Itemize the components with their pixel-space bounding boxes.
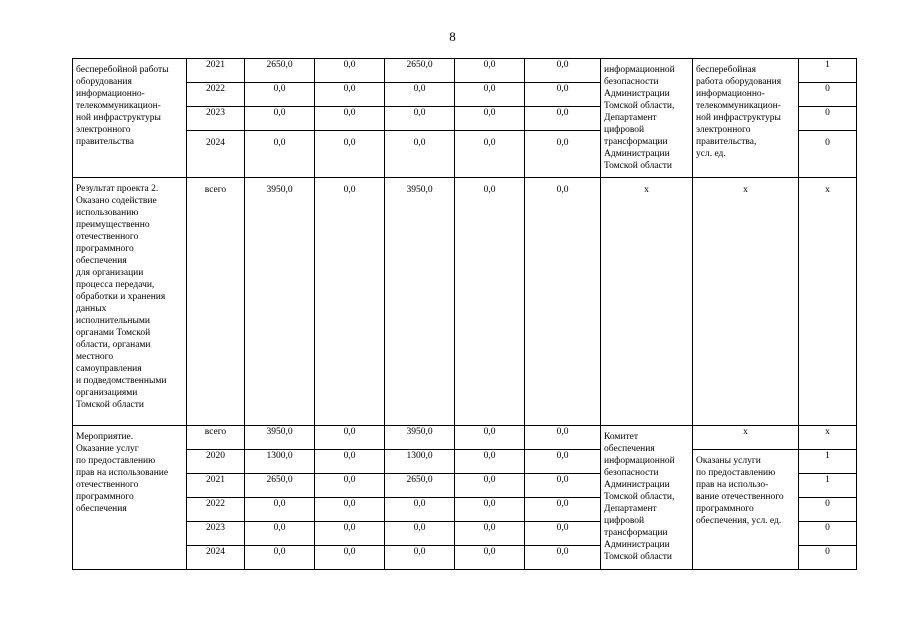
total-cell: 2650,0: [245, 59, 315, 83]
total-cell: 0,0: [245, 546, 315, 570]
total-cell: 1300,0: [245, 450, 315, 474]
local-cell: 0,0: [455, 450, 525, 474]
local-cell: 0,0: [455, 546, 525, 570]
activity-description: бесперебойной работы оборудования информационно- телекоммуникацион- ной инфраструктуры электронного правительства: [73, 59, 187, 178]
local-cell: 0,0: [455, 83, 525, 107]
regional-cell: 0,0: [385, 107, 455, 131]
local-cell: 0,0: [455, 474, 525, 498]
total-cell: 0,0: [245, 522, 315, 546]
program-table: [72, 58, 857, 570]
year-cell: 2021: [187, 474, 245, 498]
total-cell: 0,0: [245, 498, 315, 522]
extrabudget-cell: 0,0: [525, 107, 601, 131]
table-row: [73, 178, 857, 426]
year-cell: всего: [187, 426, 245, 450]
indicator-cell: бесперебойная работа оборудования информационно- телекоммуникацион- ной инфраструктуры электронного правительства, усл. ед.: [693, 59, 799, 178]
federal-cell: 0,0: [315, 178, 385, 426]
indicator-value-cell: 1: [799, 474, 857, 498]
local-cell: 0,0: [455, 107, 525, 131]
indicator-value-cell: 1: [799, 450, 857, 474]
indicator-cell: Оказаны услуги по предоставлению прав на использо- вание отечественного программного обеспечения, усл. ед.: [693, 450, 799, 570]
table-row: [73, 59, 857, 83]
regional-cell: 2650,0: [385, 59, 455, 83]
local-cell: 0,0: [455, 426, 525, 450]
regional-cell: 0,0: [385, 546, 455, 570]
executor-cell: x: [601, 178, 693, 426]
regional-cell: 3950,0: [385, 178, 455, 426]
year-cell: 2022: [187, 498, 245, 522]
year-cell: 2024: [187, 131, 245, 178]
regional-cell: 3950,0: [385, 426, 455, 450]
indicator-value-cell: 0: [799, 522, 857, 546]
federal-cell: 0,0: [315, 426, 385, 450]
local-cell: 0,0: [455, 498, 525, 522]
table-row: [73, 450, 857, 474]
extrabudget-cell: 0,0: [525, 450, 601, 474]
local-cell: 0,0: [455, 59, 525, 83]
year-cell: 2023: [187, 107, 245, 131]
extrabudget-cell: 0,0: [525, 474, 601, 498]
extrabudget-cell: 0,0: [525, 131, 601, 178]
indicator-value-cell: 0: [799, 131, 857, 178]
extrabudget-cell: 0,0: [525, 178, 601, 426]
indicator-value-cell: 0: [799, 83, 857, 107]
year-cell: 2020: [187, 450, 245, 474]
year-cell: 2024: [187, 546, 245, 570]
indicator-total-cell: x: [693, 426, 799, 450]
total-cell: 2650,0: [245, 474, 315, 498]
extrabudget-cell: 0,0: [525, 83, 601, 107]
activity-description: Мероприятие. Оказание услуг по предоставлению прав на использование отечественного программного обеспечения: [73, 426, 187, 570]
page-number: 8: [449, 29, 456, 44]
federal-cell: 0,0: [315, 131, 385, 178]
year-cell: всего: [187, 178, 245, 426]
year-cell: 2021: [187, 59, 245, 83]
regional-cell: 2650,0: [385, 474, 455, 498]
federal-cell: 0,0: [315, 546, 385, 570]
indicator-value-cell: 0: [799, 498, 857, 522]
extrabudget-cell: 0,0: [525, 498, 601, 522]
indicator-value-cell: 1: [799, 59, 857, 83]
regional-cell: 0,0: [385, 83, 455, 107]
year-cell: 2022: [187, 83, 245, 107]
table-row: [73, 426, 857, 450]
federal-cell: 0,0: [315, 450, 385, 474]
local-cell: 0,0: [455, 178, 525, 426]
federal-cell: 0,0: [315, 522, 385, 546]
federal-cell: 0,0: [315, 59, 385, 83]
federal-cell: 0,0: [315, 83, 385, 107]
total-cell: 0,0: [245, 83, 315, 107]
total-cell: 3950,0: [245, 426, 315, 450]
regional-cell: 0,0: [385, 498, 455, 522]
executor-cell: информационной безопасности Администрации Томской области, Департамент цифровой трансформации Администрации Томской области: [601, 59, 693, 178]
extrabudget-cell: 0,0: [525, 546, 601, 570]
indicator-value-cell: 0: [799, 107, 857, 131]
local-cell: 0,0: [455, 131, 525, 178]
federal-cell: 0,0: [315, 107, 385, 131]
project-result-description: Результат проекта 2. Оказано содействие использованию преимущественно отечественного программного обеспечения для организации процесса передачи, обработки и хранения данных исполнительными органами Томской области, органами местного самоуправления и подведомственными организациями Томской области: [73, 178, 187, 426]
local-cell: 0,0: [455, 522, 525, 546]
federal-cell: 0,0: [315, 474, 385, 498]
extrabudget-cell: 0,0: [525, 522, 601, 546]
regional-cell: 0,0: [385, 131, 455, 178]
federal-cell: 0,0: [315, 498, 385, 522]
regional-cell: 1300,0: [385, 450, 455, 474]
executor-cell: Комитет обеспечения информационной безопасности Администрации Томской области, Департамент цифровой трансформации Администрации Томской области: [601, 426, 693, 570]
regional-cell: 0,0: [385, 522, 455, 546]
total-cell: 0,0: [245, 107, 315, 131]
extrabudget-cell: 0,0: [525, 426, 601, 450]
indicator-value-cell: 0: [799, 546, 857, 570]
indicator-value-cell: x: [799, 178, 857, 426]
total-cell: 3950,0: [245, 178, 315, 426]
indicator-value-cell: x: [799, 426, 857, 450]
indicator-cell: x: [693, 178, 799, 426]
total-cell: 0,0: [245, 131, 315, 178]
extrabudget-cell: 0,0: [525, 59, 601, 83]
year-cell: 2023: [187, 522, 245, 546]
